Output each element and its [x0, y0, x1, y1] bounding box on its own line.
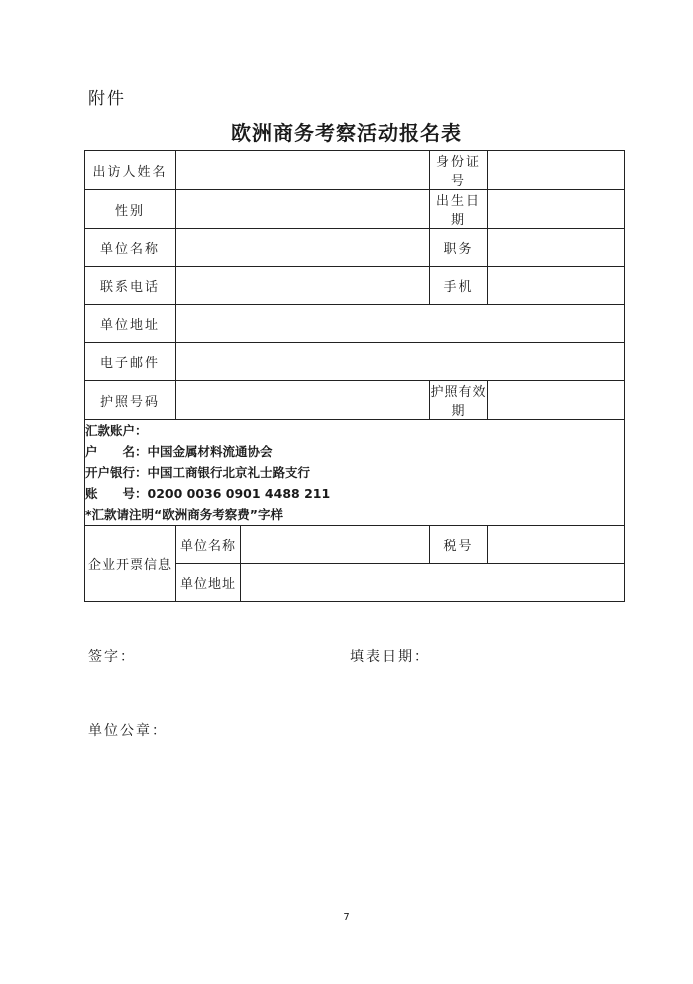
table-row — [85, 229, 625, 267]
birth-date-field[interactable] — [488, 190, 625, 229]
passport-no-field[interactable] — [176, 381, 430, 420]
table-row — [85, 305, 625, 343]
account-number: 账 号：0200 0036 0901 4488 211 — [85, 486, 331, 501]
table-row — [85, 381, 625, 420]
company-label: 单位名称 — [85, 229, 176, 267]
gender-label: 性别 — [85, 190, 176, 229]
birth-date-label: 出生日期 — [430, 190, 488, 229]
invoice-info-label: 企业开票信息 — [85, 526, 176, 602]
bank-name: 开户银行：中国工商银行北京礼士路支行 — [85, 465, 311, 480]
invoice-company-address-label: 单位地址 — [176, 564, 241, 602]
mobile-field[interactable] — [488, 267, 625, 305]
id-number-field[interactable] — [488, 151, 625, 190]
payment-note: *汇款请注明“欧洲商务考察费”字样 — [85, 507, 283, 522]
phone-field[interactable] — [176, 267, 430, 305]
position-field[interactable] — [488, 229, 625, 267]
table-row — [85, 151, 625, 190]
invoice-company-name-field[interactable] — [241, 526, 430, 564]
name-field[interactable] — [176, 151, 430, 190]
payment-info — [85, 420, 625, 526]
email-label: 电子邮件 — [85, 343, 176, 381]
phone-label: 联系电话 — [85, 267, 176, 305]
name-label: 出访人姓名 — [85, 151, 176, 190]
payment-heading: 汇款账户： — [85, 423, 148, 438]
address-field[interactable] — [176, 305, 625, 343]
mobile-label: 手机 — [430, 267, 488, 305]
address-label: 单位地址 — [85, 305, 176, 343]
position-label: 职务 — [430, 229, 488, 267]
registration-form-table — [84, 150, 625, 602]
form-title: 欧洲商务考察活动报名表 — [231, 121, 462, 145]
table-row — [85, 526, 625, 564]
table-row — [85, 190, 625, 229]
gender-field[interactable] — [176, 190, 430, 229]
passport-no-label: 护照号码 — [85, 381, 176, 420]
tax-no-field[interactable] — [488, 526, 625, 564]
attachment-label: 附件 — [88, 89, 126, 109]
table-row — [85, 343, 625, 381]
payment-info-row — [85, 420, 625, 526]
table-row — [85, 267, 625, 305]
account-name: 户 名：中国金属材料流通协会 — [85, 444, 273, 459]
invoice-company-address-field[interactable] — [241, 564, 625, 602]
passport-expiry-label: 护照有效期 — [430, 381, 488, 420]
tax-no-label: 税号 — [430, 526, 488, 564]
company-seal-label: 单位公章： — [88, 723, 168, 739]
invoice-company-name-label: 单位名称 — [176, 526, 241, 564]
fill-date-label: 填表日期： — [350, 649, 430, 665]
company-field[interactable] — [176, 229, 430, 267]
page-number: 7 — [343, 912, 350, 923]
email-field[interactable] — [176, 343, 625, 381]
passport-expiry-field[interactable] — [488, 381, 625, 420]
id-number-label: 身份证号 — [430, 151, 488, 190]
signature-label: 签字： — [88, 649, 136, 665]
